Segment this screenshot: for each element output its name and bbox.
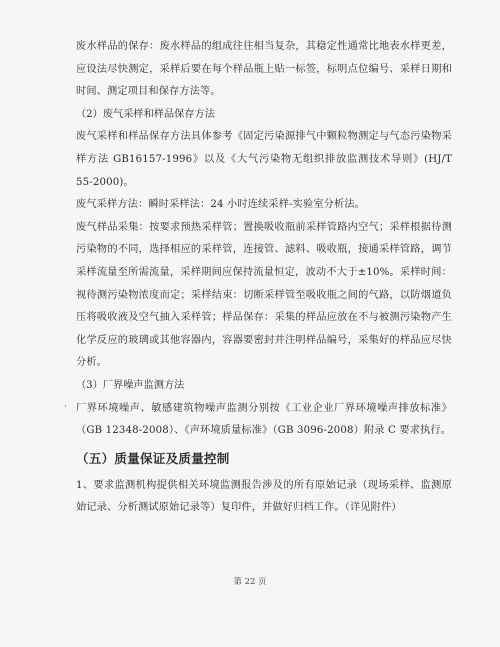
- paragraph-exhaust-method: 废气采样方法：瞬时采样法：24 小时连续采样-实验室分析法。: [76, 199, 366, 211]
- margin-mark: ·: [64, 402, 67, 412]
- paragraph-qc-records: 1、要求监测机构提供相关环境监测报告涉及的所有原始记录（现场采样、监测原始记录、分析测试原始记录等）复印件，并做好归档工作。（详见附件）: [76, 479, 452, 514]
- paragraph-exhaust-collection: 废气样品采集：按要求预热采样管；置换吸收瓶前采样管路内空气；采样根据待测污染物的不同，选择相应的采样管，连接管、滤料、吸收瓶，接通采样管路，调节采样流量至所需流量，采样期间应保持流量恒定，波动不大于±10%。采样时间：视待测污染物浓度而定；采样结束：切断采样管至吸收瓶之间的气路，以防烟道负压将吸收液及空气抽入采样管；样品保存：采集的样品应放在不与被测污染物产生化学反应的玻璃或其他容器内，容器要密封并注明样品编号，采集好的样品应尽快分析。: [76, 221, 452, 369]
- subheading-noise-monitoring: （3）厂界噪声监测方法: [76, 379, 185, 391]
- page-number: 第 22 页: [233, 577, 267, 587]
- paragraph-noise-standards: 厂界环境噪声、敏感建筑物噪声监测分别按《工业企业厂界环境噪声排放标准》（GB 12348-2008）、《声环境质量标准》（GB 3096-2008）附录 C 要求执行。: [76, 402, 452, 437]
- paragraph-wastewater-storage: 废水样品的保存：废水样品的组成往往相当复杂，其稳定性通常比地表水样更差，应设法尽快测定，采样后要在每个样品瓶上贴一标签，标明点位编号、采样日期和时间、测定项目和保存方法等。: [76, 41, 452, 98]
- paragraph-exhaust-reference: 废气采样和样品保存方法具体参考《固定污染源排气中颗粒物测定与气态污染物采样方法 GB16157-1996》以及《大气污染物无组织排放监测技术导则》(HJ/T 55-2000)。: [76, 131, 452, 188]
- section-title-quality-control: （五）质量保证及质量控制: [76, 450, 230, 466]
- page-content: [76, 36, 452, 520]
- subheading-exhaust-sampling: （2）废气采样和样品保存方法: [76, 108, 215, 120]
